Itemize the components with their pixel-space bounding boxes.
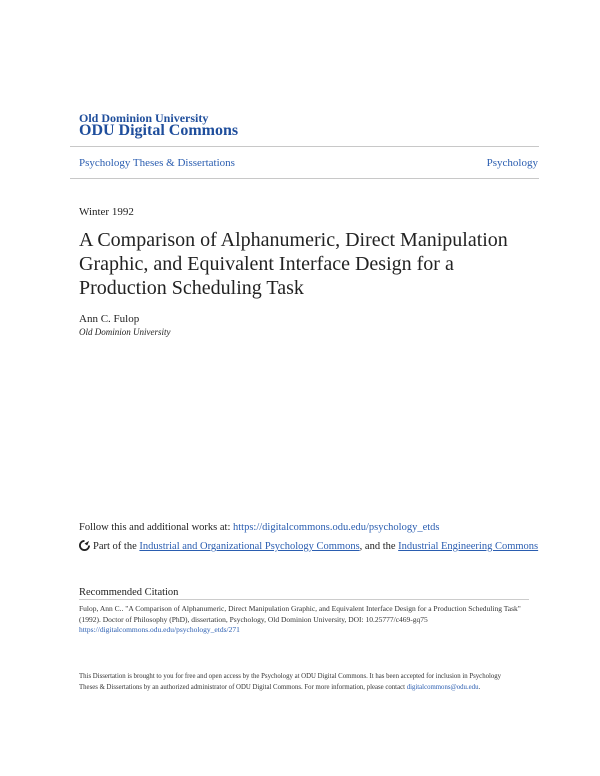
publication-date: Winter 1992 [79, 206, 134, 218]
follow-label: Follow this and additional works at: [79, 522, 233, 533]
header-divider [70, 146, 539, 147]
author-name: Ann C. Fulop [79, 313, 140, 325]
collection-link[interactable]: Psychology Theses & Dissertations [79, 157, 235, 169]
part-of-middle: , and the [359, 541, 399, 552]
part-of-prefix: Part of the [93, 541, 140, 552]
part-of-line [79, 540, 539, 556]
open-access-icon [79, 540, 90, 556]
commons-link-io-psychology[interactable]: Industrial and Organizational Psychology Commons [139, 541, 360, 552]
commons-link-industrial-engineering[interactable]: Industrial Engineering Commons [398, 541, 539, 552]
citation-text: Fulop, Ann C.. "A Comparison of Alphanumeric, Direct Manipulation Graphic, and Equivalent Interface Design for a Production Scheduling Task" (1992). Doctor of Philosophy (PhD), dissertation, Psychology, Old Dominion University, DOI: 10.25777/c469-gq75 [79, 604, 521, 624]
citation-block [79, 604, 529, 636]
citation-url-link[interactable]: https://digitalcommons.odu.edu/psychology_etds/271 [79, 625, 240, 634]
notice-end: . [478, 683, 481, 691]
contact-email-link[interactable]: digitalcommons@odu.edu [406, 683, 479, 691]
nav-divider [70, 178, 539, 179]
citation-divider [79, 599, 529, 600]
access-notice [79, 672, 519, 693]
citation-heading: Recommended Citation [79, 587, 179, 598]
follow-line [79, 522, 440, 533]
repository-name[interactable]: ODU Digital Commons [79, 122, 239, 139]
institution-name: Old Dominion University [79, 111, 209, 125]
collection-url-link[interactable]: https://digitalcommons.odu.edu/psychology_etds [233, 522, 440, 533]
notice-text: This Dissertation is brought to you for free and open access by the Psychology at ODU Digital Commons. It has been accepted for inclusion in Psychology Theses & Dissertations by an authorized administrator of ODU Digital Commons. For more information, please contact [79, 673, 502, 691]
document-title: A Comparison of Alphanumeric, Direct Manipulation Graphic, and Equivalent Interface Design for a Production Scheduling Task [79, 229, 508, 299]
author-affiliation: Old Dominion University [79, 327, 171, 337]
department-link[interactable]: Psychology [486, 157, 538, 169]
